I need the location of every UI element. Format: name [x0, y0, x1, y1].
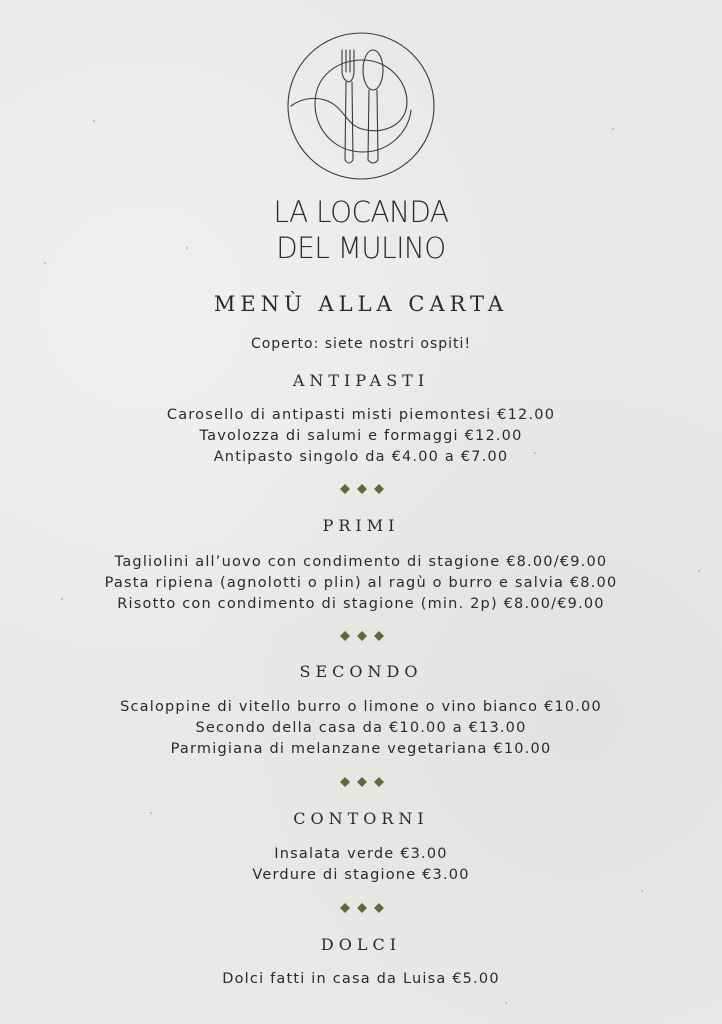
- section-title-primi: PRIMI: [322, 516, 400, 535]
- restaurant-name-line2: DEL MULINO: [276, 231, 446, 265]
- menu-item: Insalata verde €3.00: [274, 846, 448, 862]
- section-items-secondo: [0, 697, 722, 760]
- menu-item: Pasta ripiena (agnolotti o plin) al ragù o burro e salvia €8.00: [104, 575, 618, 591]
- menu-item: Carosello di antipasti misti piemontesi €12.00: [166, 407, 556, 423]
- fork-spoon-plate-icon: [285, 30, 437, 182]
- section-title-contorni: CONTORNI: [293, 809, 429, 828]
- menu-item: Tagliolini all’uovo con condimento di stagione €8.00/€9.00: [114, 554, 608, 570]
- paper-speck: [93, 120, 95, 122]
- section-title-secondo: SECONDO: [299, 662, 423, 681]
- menu-item: Antipasto singolo da €4.00 a €7.00: [213, 449, 509, 465]
- section-items-dolci: [0, 969, 722, 990]
- restaurant-name-line1: LA LOCANDA: [273, 195, 449, 229]
- menu-title: MENÙ ALLA CARTA: [213, 292, 509, 316]
- menu-item: Verdure di stagione €3.00: [252, 867, 470, 883]
- paper-speck: [612, 128, 614, 130]
- menu-item: Tavolozza di salumi e formaggi €12.00: [199, 428, 523, 444]
- menu-item: Secondo della casa da €10.00 a €13.00: [195, 720, 527, 736]
- section-items-contorni: [0, 844, 722, 886]
- diamond-divider-icon: [339, 630, 385, 642]
- menu-item: Scaloppine di vitello burro o limone o vino bianco €10.00: [120, 699, 602, 715]
- section-title-antipasti: ANTIPASTI: [292, 371, 430, 390]
- section-items-antipasti: [0, 405, 722, 468]
- paper-speck: [505, 1002, 507, 1004]
- diamond-divider-icon: [339, 902, 385, 914]
- section-title-dolci: DOLCI: [320, 935, 402, 954]
- diamond-divider-icon: [339, 776, 385, 788]
- menu-item: Risotto con condimento di stagione (min. 2p) €8.00/€9.00: [117, 596, 605, 612]
- menu-item: Parmigiana di melanzane vegetariana €10.00: [170, 741, 552, 757]
- paper-speck: [641, 890, 643, 892]
- section-items-primi: [0, 552, 722, 615]
- menu-item: Dolci fatti in casa da Luisa €5.00: [222, 971, 500, 987]
- coperto-note: Coperto: siete nostri ospiti!: [250, 336, 472, 352]
- diamond-divider-icon: [339, 483, 385, 495]
